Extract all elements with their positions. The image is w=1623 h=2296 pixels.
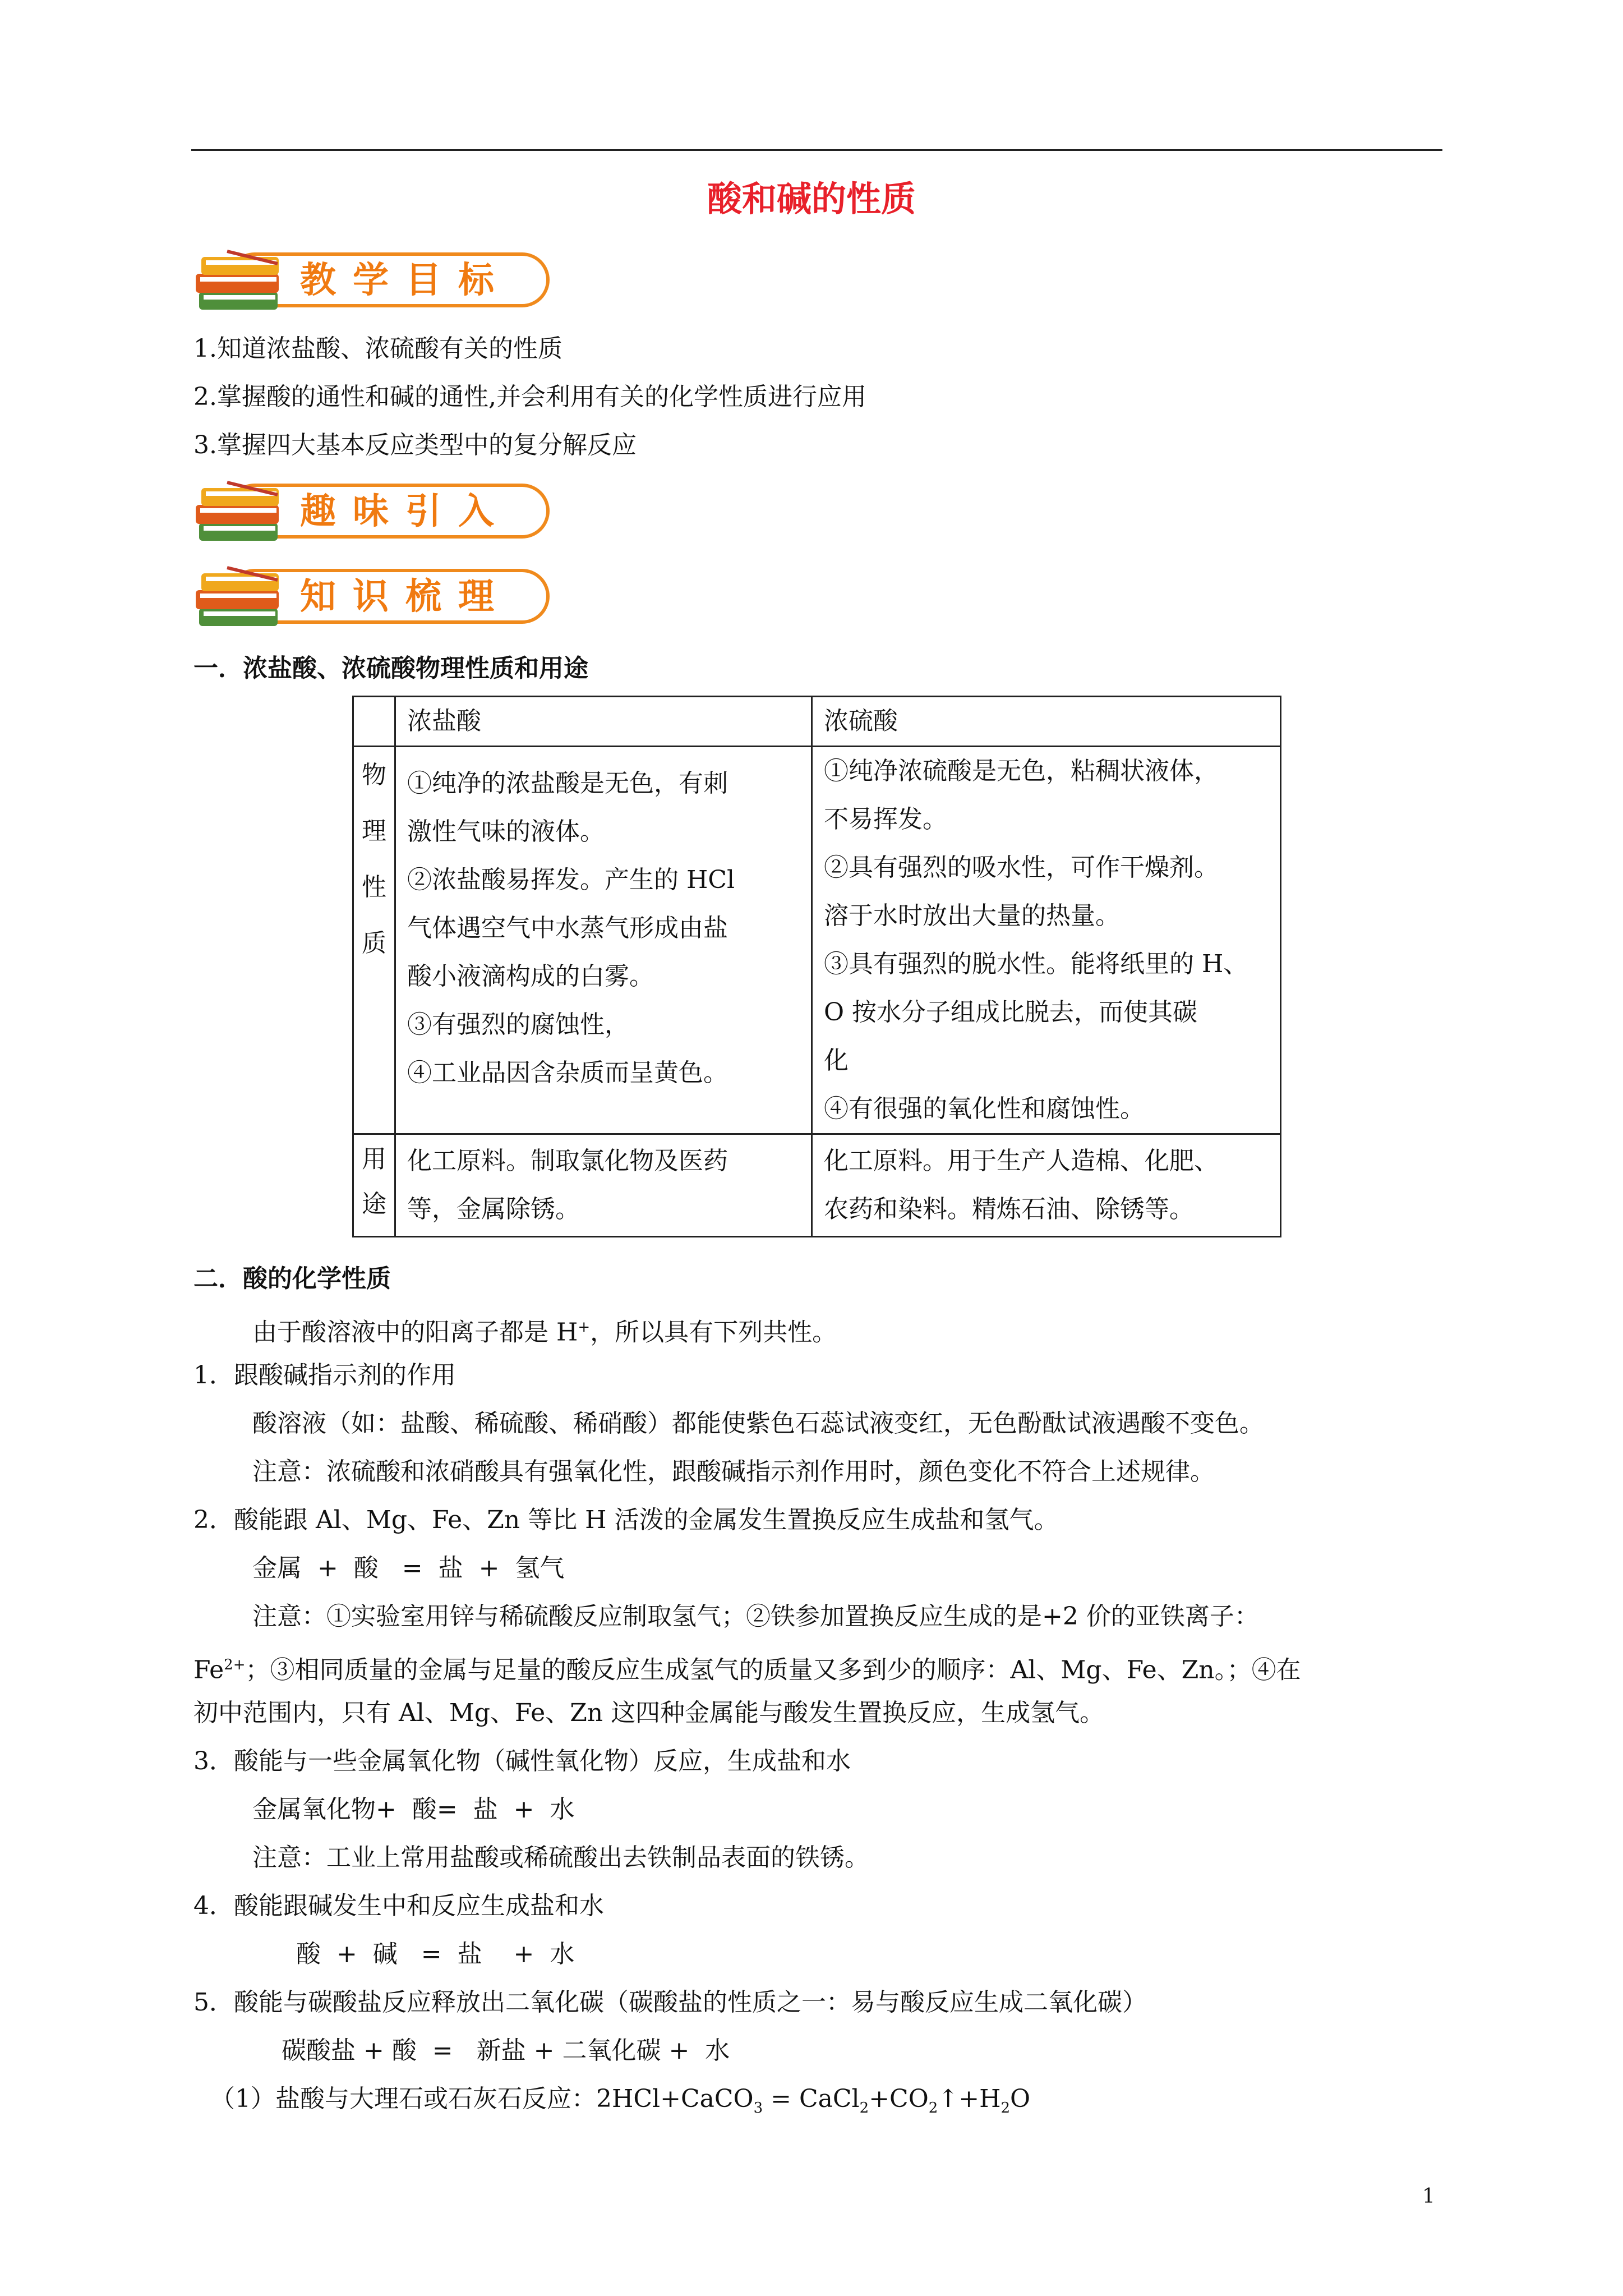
cell-text-line: ④有很强的氧化性和腐蚀性。 — [824, 1094, 1145, 1123]
point-note: 注意：浓硫酸和浓硝酸具有强氧化性，跟酸碱指示剂作用时，颜色变化不符合上述规律。 — [252, 1457, 1215, 1486]
subscript: 2 — [859, 2099, 869, 2116]
row-label-char: 用 — [362, 1145, 386, 1174]
cell-text-line: 激性气味的液体。 — [407, 817, 605, 846]
reaction-text: = CaCl — [763, 2085, 860, 2113]
point-title: 4．酸能跟碱发生中和反应生成盐和水 — [193, 1892, 604, 1920]
row-label-char: 性 — [362, 873, 386, 901]
equation: 金属 + 酸 = 盐 + 氢气 — [252, 1554, 565, 1582]
point-note: 注意：工业上常用盐酸或稀硫酸出去铁制品表面的铁锈。 — [252, 1843, 869, 1872]
column-header: 浓盐酸 — [395, 697, 812, 747]
column-header: 浓硫酸 — [812, 697, 1281, 747]
equation: 酸 + 碱 = 盐 + 水 — [296, 1940, 575, 1968]
reaction-example — [210, 2082, 1030, 2125]
page-number: 1 — [1422, 2185, 1435, 2208]
reaction-text: +CO — [869, 2085, 929, 2113]
cell-text-line: ①纯净的浓盐酸是无色，有刺 — [407, 769, 728, 798]
reaction-text: ↑+H — [938, 2085, 1001, 2113]
point-title: 1．跟酸碱指示剂的作用 — [193, 1361, 456, 1389]
row-label-char: 理 — [362, 817, 386, 845]
banner-knowledge-review — [193, 563, 530, 631]
cell-text-line: 等，金属除锈。 — [407, 1195, 580, 1223]
cell-text-line: 溶于水时放出大量的热量。 — [824, 901, 1120, 930]
objective-item: 3.掌握四大基本反应类型中的复分解反应 — [193, 431, 637, 459]
equation: 金属氧化物+ 酸= 盐 + 水 — [252, 1795, 575, 1824]
point-note-continued — [193, 1648, 1301, 1687]
cell-text-line: O 按水分子组成比脱去，而使其碳 — [824, 998, 1198, 1027]
objective-item: 2.掌握酸的通性和碱的通性,并会利用有关的化学性质进行应用 — [193, 383, 866, 411]
row-label-char: 物 — [362, 761, 386, 789]
properties-table — [352, 696, 1281, 1237]
intro-text-b: ，所以具有下列共性。 — [590, 1318, 837, 1347]
banner-label: 教学目标 — [300, 260, 511, 301]
header-rule — [191, 149, 1442, 151]
table-row-physical — [353, 747, 1281, 1134]
note-text: ；③相同质量的金属与足量的酸反应生成氢气的质量又多到少的顺序：Al、Mg、Fe、Zn。；④在 — [245, 1655, 1301, 1685]
row-label-char: 途 — [362, 1190, 386, 1218]
cell-text-line: 不易挥发。 — [824, 805, 947, 834]
fe-text: Fe — [193, 1655, 224, 1685]
intro-text-a: 由于酸溶液中的阳离子都是 H — [252, 1318, 578, 1347]
row-label-use — [353, 1134, 395, 1237]
cell-text-line: 化工原料。制取氯化物及医药 — [407, 1147, 728, 1175]
cell-text-line: ③有强烈的腐蚀性， — [407, 1010, 629, 1039]
subscript: 2 — [1000, 2099, 1010, 2116]
hcl-physical-cell — [395, 747, 812, 1134]
h2so4-physical-cell — [812, 747, 1281, 1134]
h-plus-superscript: + — [578, 1319, 591, 1336]
cell-text-line: ②浓盐酸易挥发。产生的 HCl — [407, 866, 735, 894]
subscript: 2 — [928, 2099, 938, 2116]
point-title: 3．酸能与一些金属氧化物（碱性氧化物）反应，生成盐和水 — [193, 1747, 851, 1775]
table-row-use — [353, 1134, 1281, 1237]
reaction-text: （1）盐酸与大理石或石灰石反应：2HCl+CaCO — [210, 2085, 754, 2113]
books-icon — [193, 247, 306, 320]
cell-text-line: ③具有强烈的脱水性。能将纸里的 H、 — [824, 950, 1248, 978]
section-heading: 二．酸的化学性质 — [193, 1264, 391, 1293]
books-icon — [193, 563, 306, 636]
equation: 碳酸盐 + 酸 = 新盐 + 二氧化碳 + 水 — [282, 2036, 730, 2065]
cell-text-line: 农药和染料。精炼石油、除锈等。 — [824, 1195, 1194, 1223]
section-heading: 一．浓盐酸、浓硫酸物理性质和用途 — [193, 654, 588, 683]
point-text: 酸溶液（如：盐酸、稀硫酸、稀硝酸）都能使紫色石蕊试液变红，无色酚酞试液遇酸不变色。 — [252, 1409, 1264, 1438]
cell-text-line: ④工业品因含杂质而呈黄色。 — [407, 1059, 728, 1087]
books-icon — [193, 478, 306, 551]
row-label-char: 质 — [362, 929, 386, 958]
point-title: 5．酸能与碳酸盐反应释放出二氧化碳（碳酸盐的性质之一：易与酸反应生成二氧化碳） — [193, 1988, 1147, 2017]
hcl-use-cell — [395, 1134, 812, 1237]
banner-label: 趣味引入 — [300, 491, 511, 532]
cell-text-line: 气体遇空气中水蒸气形成由盐 — [407, 914, 728, 942]
objective-item: 1.知道浓盐酸、浓硫酸有关的性质 — [193, 334, 562, 363]
banner-label: 知识梳理 — [300, 576, 511, 618]
fe-charge-superscript: 2+ — [224, 1657, 246, 1673]
cell-text-line: ②具有强烈的吸水性，可作干燥剂。 — [824, 853, 1219, 882]
page-title: 酸和碱的性质 — [707, 178, 916, 219]
banner-interest-intro — [193, 478, 530, 545]
cell-text-line: 化 — [824, 1046, 849, 1075]
point-note-continued: 初中范围内，只有 Al、Mg、Fe、Zn 这四种金属能与酸发生置换反应，生成氢气。 — [193, 1699, 1105, 1727]
point-note: 注意：①实验室用锌与稀硫酸反应制取氢气；②铁参加置换反应生成的是+2 价的亚铁离子： — [252, 1602, 1259, 1631]
banner-teaching-goals — [193, 247, 530, 314]
subscript: 3 — [753, 2099, 763, 2116]
row-label-physical — [353, 747, 395, 1134]
intro-text — [252, 1310, 837, 1350]
point-title: 2．酸能跟 Al、Mg、Fe、Zn 等比 H 活泼的金属发生置换反应生成盐和氢气。 — [193, 1506, 1059, 1534]
cell-text-line: 化工原料。用于生产人造棉、化肥、 — [824, 1147, 1219, 1175]
cell-text-line: ①纯净浓硫酸是无色，粘稠状液体， — [824, 757, 1219, 785]
cell-text-line: 酸小液滴构成的白雾。 — [407, 962, 654, 991]
table-header-row — [353, 697, 1281, 747]
reaction-text: O — [1010, 2085, 1031, 2113]
table-corner-cell — [353, 697, 395, 747]
h2so4-use-cell — [812, 1134, 1281, 1237]
